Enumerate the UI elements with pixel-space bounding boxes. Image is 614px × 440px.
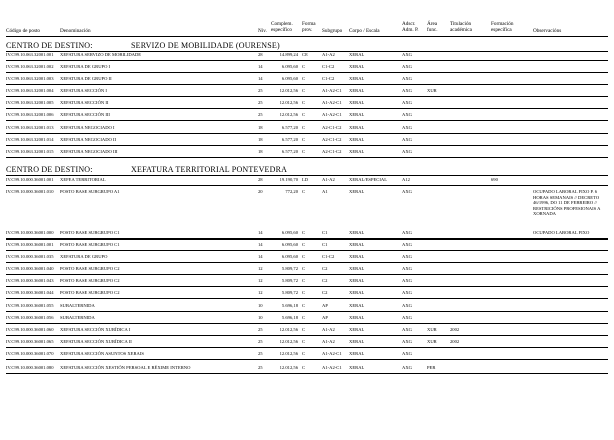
adscr-cell: AXG — [402, 230, 412, 235]
denominacion-cell: XEFATURA NEGOCIADO III — [60, 149, 118, 154]
niv-cell: 28 — [258, 52, 263, 57]
table-row — [0, 242, 614, 254]
corpo-cell: XERAL — [349, 137, 365, 142]
row-divider — [6, 157, 608, 158]
header-denominacion: Denominación — [60, 28, 91, 34]
forma-cell: C — [302, 254, 306, 259]
complem-cell: 12.012,56 — [279, 365, 298, 370]
code-cell: IV.C99.10.000.36001.010 — [6, 189, 54, 194]
table-row — [0, 315, 614, 327]
corpo-cell: XERAL — [349, 365, 365, 370]
code-cell: IV.C99.10.063.32001.006 — [6, 112, 54, 117]
denominacion-cell: XEFATURA DE GRUPO I — [60, 64, 111, 69]
denominacion-cell: XEFATURA SECCIÓN I — [60, 88, 107, 93]
section-heading — [6, 41, 280, 50]
subgrupo-cell: A1-A2 — [322, 52, 335, 57]
adscr-cell: A12 — [402, 177, 410, 182]
denominacion-cell: XEFATURA SECCIÓN ASUNTOS XERAIS — [60, 351, 144, 356]
forma-cell: C — [302, 303, 306, 308]
table-row — [0, 365, 614, 377]
code-cell: IV.C99.10.000.36001.056 — [6, 315, 54, 320]
row-divider — [6, 185, 608, 186]
code-cell: IV.C99.10.000.36001.043 — [6, 278, 54, 283]
area-cell: XUR — [427, 327, 437, 332]
row-divider — [6, 335, 608, 336]
row-divider — [6, 250, 608, 251]
corpo-cell: XERAL — [349, 290, 365, 295]
area-cell: PER — [427, 365, 436, 370]
corpo-cell: XERAL — [349, 189, 365, 194]
subgrupo-cell: A2-C1-C2 — [322, 137, 342, 142]
row-divider — [6, 96, 608, 97]
forma-cell: C — [302, 365, 306, 370]
section-name: SERVIZO DE MOBILIDADE (OURENSE) — [131, 41, 280, 50]
code-cell: IV.C99.10.000.36001.070 — [6, 351, 54, 356]
complem-cell: 5.696,18 — [281, 315, 298, 320]
code-cell: IV.C99.10.063.32001.001 — [6, 52, 54, 57]
forma-cell: CE — [302, 52, 308, 57]
code-cell: IV.C99.10.000.36001.080 — [6, 365, 54, 370]
row-divider — [6, 145, 608, 146]
niv-cell: 10 — [258, 303, 263, 308]
code-cell: IV.C99.10.063.32001.005 — [6, 100, 54, 105]
corpo-cell: XERAL — [349, 327, 365, 332]
complem-cell: 19.190,70 — [279, 177, 298, 182]
subgrupo-cell: C1-C2 — [322, 64, 335, 69]
complem-cell: 12.012,56 — [279, 351, 298, 356]
denominacion-cell: XEFATURA SECCIÓN II — [60, 100, 109, 105]
table-row — [0, 290, 614, 302]
code-cell: IV.C99.10.063.32001.003 — [6, 76, 54, 81]
header-formacion: Formación específica — [491, 21, 514, 33]
adscr-cell: AXG — [402, 242, 412, 247]
header-forma-prov: Forma prov. — [302, 21, 316, 33]
header-area: Área func. — [427, 21, 438, 33]
subgrupo-cell: C2 — [322, 266, 328, 271]
row-divider — [6, 238, 608, 239]
row-divider — [6, 72, 608, 73]
subgrupo-cell: A2-C1-C2 — [322, 125, 342, 130]
niv-cell: 18 — [258, 137, 263, 142]
table-row — [0, 112, 614, 124]
corpo-cell: XERAL — [349, 64, 365, 69]
row-divider — [6, 311, 608, 312]
niv-cell: 14 — [258, 230, 263, 235]
adscr-cell: AXG — [402, 266, 412, 271]
niv-cell: 14 — [258, 242, 263, 247]
niv-cell: 28 — [258, 177, 263, 182]
subgrupo-cell: A1 — [322, 189, 328, 194]
complem-cell: 14.899,24 — [279, 52, 298, 57]
adscr-cell: AXG — [402, 327, 412, 332]
complem-cell: 6.577,20 — [281, 149, 298, 154]
denominacion-cell: XEFATURA NEGOCIADO II — [60, 137, 117, 142]
denominacion-cell: SUBALTERNIDA — [60, 303, 95, 308]
adscr-cell: AXG — [402, 290, 412, 295]
denominacion-cell: XEFATURA DE GRUPO II — [60, 76, 112, 81]
code-cell: IV.C99.10.063.32001.013 — [6, 125, 54, 130]
complem-cell: 5.809,72 — [281, 290, 298, 295]
forma-cell: C — [302, 278, 306, 283]
section-label: CENTRO DE DESTINO: — [6, 41, 93, 50]
niv-cell: 14 — [258, 254, 263, 259]
denominacion-cell: XEFATURA NEGOCIADO I — [60, 125, 115, 130]
table-row — [0, 137, 614, 149]
observacions-cell: OCUPADO LABORAL FIXO — [533, 230, 590, 235]
code-cell: IV.C99.10.063.32001.015 — [6, 149, 54, 154]
niv-cell: 18 — [258, 125, 263, 130]
row-divider — [6, 298, 608, 299]
complem-cell: 5.696,18 — [281, 303, 298, 308]
row-divider — [6, 120, 608, 121]
code-cell: IV.C99.10.000.36001.044 — [6, 290, 54, 295]
complem-cell: 12.012,56 — [279, 327, 298, 332]
subgrupo-cell: A1-A2-C1 — [322, 88, 342, 93]
forma-cell: C — [302, 137, 306, 142]
denominacion-cell: XEFATURA SERVIZO DE MOBILIDADE — [60, 52, 142, 57]
code-cell: IV.C99.10.000.36001.060 — [6, 327, 54, 332]
subgrupo-cell: A1-A2-C1 — [322, 112, 342, 117]
corpo-cell: XERAL — [349, 339, 365, 344]
titulacion-cell: 2002 — [450, 339, 460, 344]
adscr-cell: AXG — [402, 189, 412, 194]
corpo-cell: XERAL — [349, 303, 365, 308]
header-observacions: Observacións — [533, 28, 562, 34]
table-row — [0, 278, 614, 290]
subgrupo-cell: AP — [322, 315, 328, 320]
adscr-cell: AXG — [402, 112, 412, 117]
denominacion-cell: POSTO BASE SUBGRUPO A1 — [60, 189, 120, 194]
adscr-cell: AXG — [402, 278, 412, 283]
row-divider — [6, 108, 608, 109]
complem-cell: 6.095,60 — [281, 230, 298, 235]
niv-cell: 14 — [258, 64, 263, 69]
forma-cell: C — [302, 125, 306, 130]
section-name: XEFATURA TERRITORIAL PONTEVEDRA — [131, 165, 288, 174]
niv-cell: 20 — [258, 189, 263, 194]
header-divider — [6, 36, 608, 37]
niv-cell: 25 — [258, 351, 263, 356]
row-divider — [6, 286, 608, 287]
corpo-cell: XERAL — [349, 112, 365, 117]
complem-cell: 6.577,20 — [281, 125, 298, 130]
adscr-cell: AXG — [402, 137, 412, 142]
code-cell: IV.C99.10.063.32001.002 — [6, 64, 54, 69]
forma-cell: C — [302, 242, 306, 247]
adscr-cell: AXG — [402, 365, 412, 370]
forma-cell: C — [302, 88, 306, 93]
subgrupo-cell: C2 — [322, 278, 328, 283]
niv-cell: 25 — [258, 100, 263, 105]
adscr-cell: AXG — [402, 52, 412, 57]
code-cell: IV.C99.10.000.36001.001 — [6, 177, 54, 182]
niv-cell: 25 — [258, 112, 263, 117]
code-cell: IV.C99.10.063.32001.014 — [6, 137, 54, 142]
subgrupo-cell: A1-A2 — [322, 327, 335, 332]
subgrupo-cell: A1-A2-C1 — [322, 100, 342, 105]
adscr-cell: AXG — [402, 315, 412, 320]
subgrupo-cell: C1-C2 — [322, 76, 335, 81]
subgrupo-cell: C1-C2 — [322, 254, 335, 259]
row-divider — [6, 274, 608, 275]
denominacion-cell: POSTO BASE SUBGRUPO C1 — [60, 230, 120, 235]
subgrupo-cell: C1 — [322, 242, 328, 247]
forma-cell: C — [302, 64, 306, 69]
niv-cell: 18 — [258, 149, 263, 154]
niv-cell: 10 — [258, 315, 263, 320]
header-code: Código de posto — [6, 28, 41, 34]
adscr-cell: AXG — [402, 149, 412, 154]
complem-cell: 12.012,56 — [279, 339, 298, 344]
adscr-cell: AXG — [402, 100, 412, 105]
subgrupo-cell: C1 — [322, 230, 328, 235]
table-row — [0, 177, 614, 189]
denominacion-cell: SUBALTERNIDA — [60, 315, 95, 320]
corpo-cell: XERAL — [349, 149, 365, 154]
header-niv: Niv. — [258, 28, 267, 34]
denominacion-cell: XEFATURA SECCIÓN XESTIÓN PERSOAL E RÉXIME INTERNO — [60, 365, 191, 370]
niv-cell: 12 — [258, 266, 263, 271]
area-cell: XUR — [427, 339, 437, 344]
subgrupo-cell: A1-A2 — [322, 339, 335, 344]
niv-cell: 25 — [258, 365, 263, 370]
corpo-cell: XERAL — [349, 242, 365, 247]
code-cell: IV.C99.10.000.36001.065 — [6, 339, 54, 344]
adscr-cell: AXG — [402, 125, 412, 130]
forma-cell: LD — [302, 177, 309, 182]
adscr-cell: AXG — [402, 351, 412, 356]
table-row — [0, 327, 614, 339]
forma-cell: C — [302, 315, 306, 320]
denominacion-cell: POSTO BASE SUBGRUPO C2 — [60, 266, 120, 271]
adscr-cell: AXG — [402, 64, 412, 69]
corpo-cell: XERAL — [349, 254, 365, 259]
row-divider — [6, 133, 608, 134]
denominacion-cell: XEFATURA SECCIÓN XURÍDICA I — [60, 327, 131, 332]
adscr-cell: AXG — [402, 76, 412, 81]
header-subgrupo: Subgrupo — [322, 28, 343, 34]
complem-cell: 6.577,20 — [281, 137, 298, 142]
corpo-cell: XERAL — [349, 88, 365, 93]
niv-cell: 25 — [258, 88, 263, 93]
table-row — [0, 88, 614, 100]
table-row — [0, 254, 614, 266]
header-adscr: Adscr. Adm. P. — [402, 21, 419, 33]
forma-cell: C — [302, 290, 306, 295]
code-cell: IV.C99.10.000.36001.040 — [6, 266, 54, 271]
complem-cell: 5.809,72 — [281, 266, 298, 271]
denominacion-cell: POSTO BASE SUBGRUPO C2 — [60, 278, 120, 283]
denominacion-cell: POSTO BASE SUBGRUPO C2 — [60, 290, 120, 295]
table-row — [0, 100, 614, 112]
section-label: CENTRO DE DESTINO: — [6, 165, 93, 174]
subgrupo-cell: C2 — [322, 290, 328, 295]
niv-cell: 25 — [258, 339, 263, 344]
titulacion-cell: 2002 — [450, 327, 460, 332]
denominacion-cell: XEFATURA SECCIÓN XURÍDICA II — [60, 339, 132, 344]
table-row — [0, 351, 614, 363]
table-row — [0, 125, 614, 137]
corpo-cell: XERAL — [349, 315, 365, 320]
table-row — [0, 76, 614, 88]
niv-cell: 12 — [258, 278, 263, 283]
header-complem: Complem. específico — [271, 21, 293, 33]
complem-cell: 12.012,56 — [279, 88, 298, 93]
corpo-cell: XERAL — [349, 52, 365, 57]
corpo-cell: XERAL — [349, 125, 365, 130]
subgrupo-cell: A2-C1-C2 — [322, 149, 342, 154]
complem-cell: 6.095,60 — [281, 242, 298, 247]
observacions-cell: OCUPADO LABORAL FIXO P. 6 HORAS SEMANAIS // DECRETO 46/1996, DO 11 DE FEBREIRO // RESTRICIÓNS PROFESIONAIS A XORNADA — [533, 189, 601, 217]
complem-cell: 6.095,60 — [281, 76, 298, 81]
table-row — [0, 266, 614, 278]
corpo-cell: XERAL — [349, 278, 365, 283]
complem-cell: 6.095,60 — [281, 64, 298, 69]
row-divider — [6, 84, 608, 85]
subgrupo-cell: A1-A2 — [322, 177, 335, 182]
table-row — [0, 189, 614, 217]
corpo-cell: XERAL — [349, 230, 365, 235]
denominacion-cell: POSTO BASE SUBGRUPO C1 — [60, 242, 120, 247]
header-corpo: Corpo / Escala — [349, 28, 380, 34]
complem-cell: 772,20 — [285, 189, 298, 194]
formacion-cell: 690 — [491, 177, 498, 182]
code-cell: IV.C99.10.000.36001.035 — [6, 254, 54, 259]
table-row — [0, 230, 614, 242]
code-cell: IV.C99.10.063.32001.004 — [6, 88, 54, 93]
forma-cell: C — [302, 76, 306, 81]
adscr-cell: AXG — [402, 339, 412, 344]
section-heading — [6, 165, 287, 174]
forma-cell: C — [302, 149, 306, 154]
corpo-cell: XERAL — [349, 351, 365, 356]
code-cell: IV.C99.10.000.36001.055 — [6, 303, 54, 308]
code-cell: IV.C99.10.000.36001.001 — [6, 242, 54, 247]
forma-cell: C — [302, 112, 306, 117]
forma-cell: C — [302, 339, 306, 344]
complem-cell: 12.012,56 — [279, 100, 298, 105]
adscr-cell: AXG — [402, 88, 412, 93]
table-row — [0, 303, 614, 315]
row-divider — [6, 347, 608, 348]
denominacion-cell: XEFATURA SECCIÓN III — [60, 112, 110, 117]
code-cell: IV.C99.10.000.36001.000 — [6, 230, 54, 235]
subgrupo-cell: AP — [322, 303, 328, 308]
corpo-cell: XERAL/ESPECIAL — [349, 177, 388, 182]
row-divider — [6, 359, 608, 360]
niv-cell: 25 — [258, 327, 263, 332]
complem-cell: 6.095,60 — [281, 254, 298, 259]
row-divider — [6, 60, 608, 61]
niv-cell: 14 — [258, 76, 263, 81]
niv-cell: 12 — [258, 290, 263, 295]
forma-cell: C — [302, 266, 306, 271]
header-titulacion: Titulación académica — [450, 21, 472, 33]
denominacion-cell: XEFATURA DE GRUPO — [60, 254, 108, 259]
table-row — [0, 149, 614, 161]
adscr-cell: AXG — [402, 303, 412, 308]
forma-cell: C — [302, 189, 306, 194]
complem-cell: 5.809,72 — [281, 278, 298, 283]
row-divider — [6, 373, 608, 374]
forma-cell: C — [302, 327, 306, 332]
table-row — [0, 64, 614, 76]
complem-cell: 12.012,56 — [279, 112, 298, 117]
section-rule — [6, 175, 608, 176]
area-cell: XUR — [427, 88, 437, 93]
table-row — [0, 339, 614, 351]
forma-cell: C — [302, 351, 306, 356]
subgrupo-cell: A1-A2-C1 — [322, 365, 342, 370]
corpo-cell: XERAL — [349, 266, 365, 271]
subgrupo-cell: A1-A2-C1 — [322, 351, 342, 356]
forma-cell: C — [302, 230, 306, 235]
row-divider — [6, 262, 608, 263]
table-row — [0, 52, 614, 64]
row-divider — [6, 323, 608, 324]
adscr-cell: AXG — [402, 254, 412, 259]
denominacion-cell: XEFEA TERRITORIAL — [60, 177, 106, 182]
corpo-cell: XERAL — [349, 76, 365, 81]
forma-cell: C — [302, 100, 306, 105]
corpo-cell: XERAL — [349, 100, 365, 105]
